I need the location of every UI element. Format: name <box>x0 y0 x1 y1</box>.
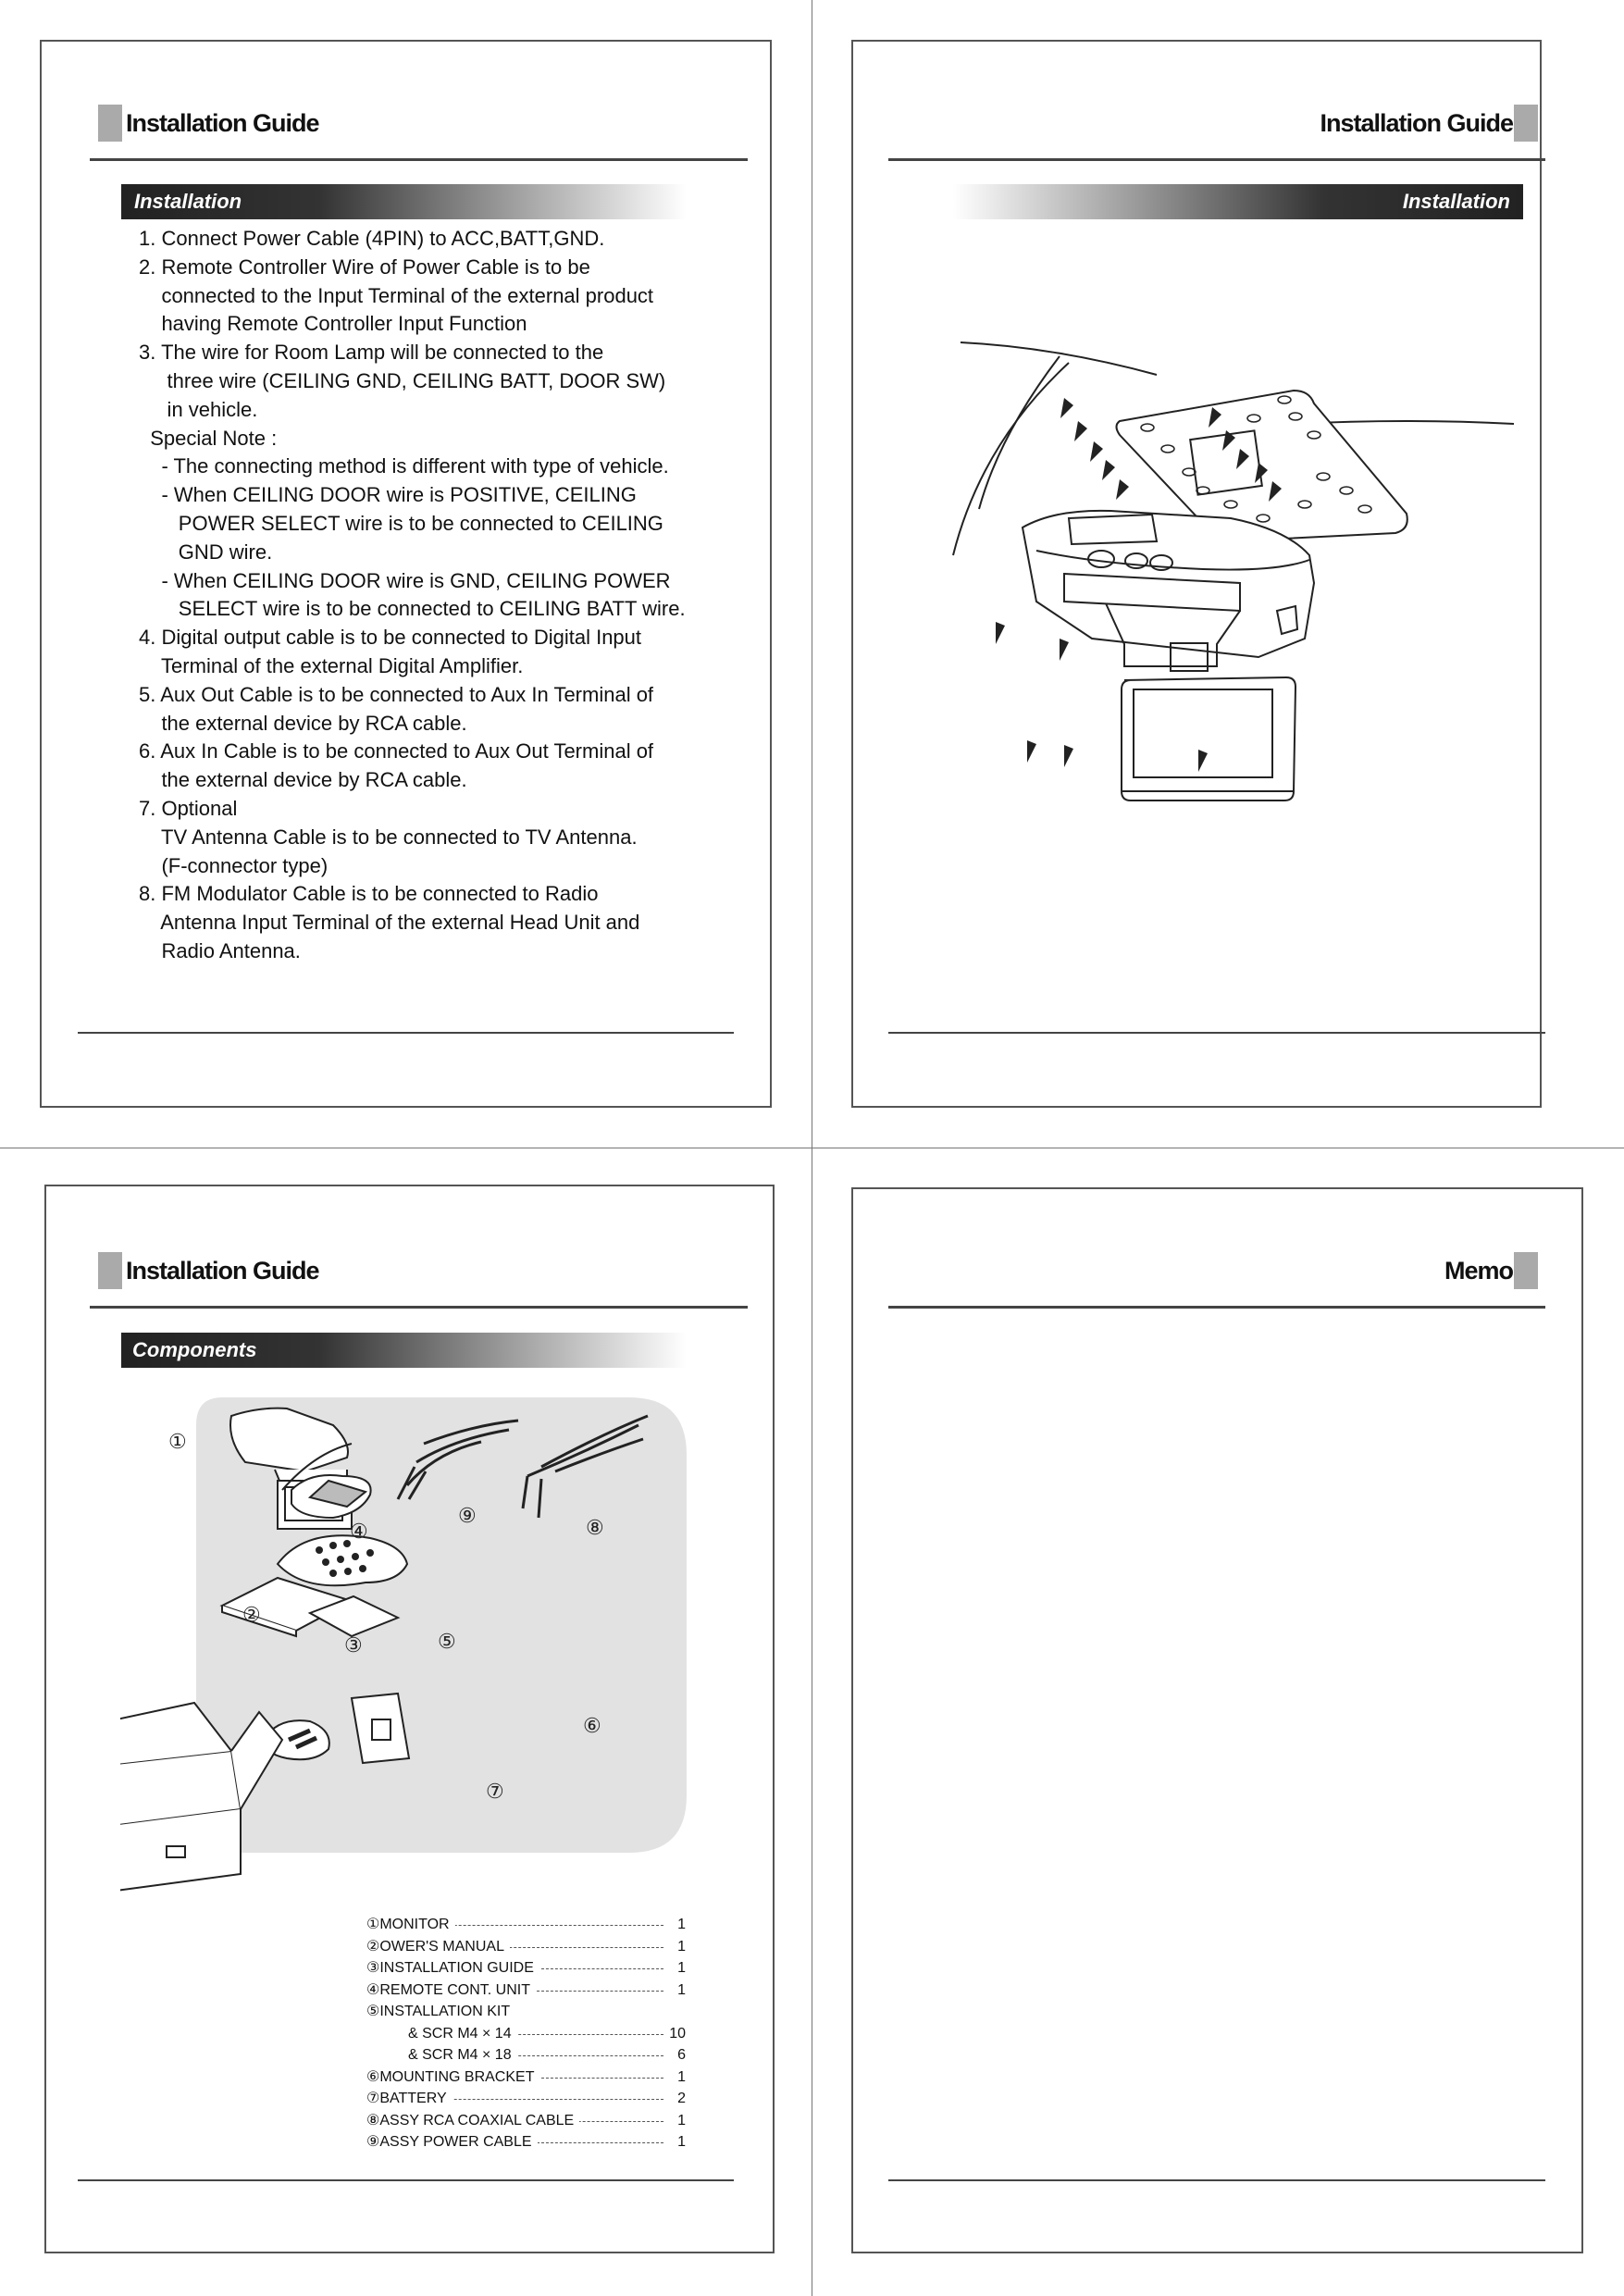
header-accent-bar <box>98 105 122 142</box>
callout-9: ⑨ <box>458 1505 477 1528</box>
monitor-mounting-illustration <box>925 333 1527 814</box>
leader-dashes <box>422 2099 663 2100</box>
part-quantity: 2 <box>674 2088 686 2110</box>
page4-header-rule <box>888 1306 1545 1309</box>
installation-step-line: - The connecting method is different with type of vehicle. <box>139 454 669 478</box>
components-parts-list <box>366 1914 686 2153</box>
parts-list-row <box>366 2044 686 2066</box>
header-accent-bar <box>1514 1252 1538 1289</box>
page2-section-title: Installation <box>1402 190 1510 213</box>
page3-footer-rule <box>78 2179 734 2181</box>
installation-step-line: 2. Remote Controller Wire of Power Cable is to be <box>139 254 590 279</box>
part-name: ⑥MOUNTING BRACKET <box>366 2066 539 2089</box>
parts-list-row <box>366 1936 686 1958</box>
installation-step-line: (F-connector type) <box>139 853 329 877</box>
part-name: ⑤INSTALLATION KIT <box>366 2001 515 2023</box>
installation-step-line: 3. The wire for Room Lamp will be connected to the <box>139 341 604 365</box>
installation-step-line: SELECT wire is to be connected to CEILING BATT wire. <box>139 597 686 621</box>
installation-steps <box>139 225 731 966</box>
callout-7: ⑦ <box>486 1781 504 1804</box>
header-accent-bar <box>1514 105 1538 142</box>
part-name: ①MONITOR <box>366 1914 455 1936</box>
page2-header-rule <box>888 158 1545 161</box>
part-quantity: 1 <box>674 1936 686 1958</box>
page4-frame <box>851 1187 1583 2253</box>
installation-step-line: 1. Connect Power Cable (4PIN) to ACC,BATT,GND. <box>139 227 605 250</box>
page1-header-title: Installation Guide <box>126 109 319 137</box>
installation-step-line: Special Note : <box>139 426 278 450</box>
installation-step-line: - When CEILING DOOR wire is GND, CEILING POWER <box>139 568 671 592</box>
installation-step-line: Antenna Input Terminal of the external Head Unit and <box>139 911 640 935</box>
page3-header-rule <box>90 1306 748 1309</box>
installation-step-line: 7. Optional <box>139 796 238 820</box>
part-quantity: 6 <box>674 2044 686 2066</box>
parts-list-row <box>366 2110 686 2132</box>
part-name: ⑨ASSY POWER CABLE <box>366 2131 538 2153</box>
part-quantity: 1 <box>674 2066 686 2089</box>
part-quantity: 10 <box>665 2023 686 2045</box>
callout-8: ⑧ <box>586 1517 604 1540</box>
installation-step-line: Terminal of the external Digital Amplifier. <box>139 653 524 677</box>
parts-list-row <box>366 1957 686 1980</box>
mounting-bracket-part <box>352 1694 409 1763</box>
part-quantity: 1 <box>674 2110 686 2132</box>
part-name: ④REMOTE CONT. UNIT <box>366 1980 536 2002</box>
installation-step-line: POWER SELECT wire is to be connected to CEILING <box>139 511 663 535</box>
installation-step-line: connected to the Input Terminal of the external product <box>139 283 654 307</box>
callout-2: ② <box>242 1604 261 1627</box>
installation-step-line: the external device by RCA cable. <box>139 768 467 792</box>
page3-header-title: Installation Guide <box>126 1257 319 1285</box>
callout-6: ⑥ <box>583 1715 601 1738</box>
installation-step-line: three wire (CEILING GND, CEILING BATT, DOOR SW) <box>139 368 666 392</box>
part-name: ⑦BATTERY <box>366 2088 452 2110</box>
page2-section-band <box>953 184 1523 219</box>
page2-footer-rule <box>888 1032 1545 1034</box>
part-name: ②OWER'S MANUAL <box>366 1936 510 1958</box>
callout-1: ① <box>168 1431 187 1454</box>
part-quantity: 1 <box>674 1980 686 2002</box>
parts-list-row <box>366 2131 686 2153</box>
installation-step-line: 8. FM Modulator Cable is to be connected to Radio <box>139 882 599 906</box>
installation-step-line: 6. Aux In Cable is to be connected to Aux Out Terminal of <box>139 739 654 763</box>
page2-header-title: Installation Guide <box>1320 109 1513 137</box>
page3-section-band <box>121 1333 687 1368</box>
installation-step-line: TV Antenna Cable is to be connected to TV Antenna. <box>139 825 638 849</box>
part-name: ③INSTALLATION GUIDE <box>366 1957 539 1980</box>
installation-step-line: 5. Aux Out Cable is to be connected to Aux In Terminal of <box>139 682 654 706</box>
page3-section-title: Components <box>132 1338 257 1361</box>
parts-list-row <box>366 2023 686 2045</box>
page1-header-rule <box>90 158 748 161</box>
installation-step-line: - When CEILING DOOR wire is POSITIVE, CEILING <box>139 483 637 507</box>
part-quantity: 1 <box>674 2131 686 2153</box>
parts-list-row <box>366 1914 686 1936</box>
part-name: ⑧ASSY RCA COAXIAL CABLE <box>366 2110 579 2132</box>
installation-step-line: having Remote Controller Input Function <box>139 312 527 336</box>
installation-step-line: the external device by RCA cable. <box>139 711 467 735</box>
parts-list-row <box>366 2088 686 2110</box>
page3-header <box>98 1252 376 1289</box>
installation-step-line: GND wire. <box>139 540 273 564</box>
page1-header <box>98 105 376 142</box>
installation-step-line: Radio Antenna. <box>139 938 301 962</box>
leader-dashes <box>422 1925 663 1926</box>
page2-header <box>1277 105 1538 142</box>
part-quantity: 1 <box>674 1914 686 1936</box>
part-name: & SCR M4 × 14 <box>408 2023 517 2045</box>
part-quantity: 1 <box>674 1957 686 1980</box>
callout-5: ⑤ <box>438 1631 456 1654</box>
installation-step-line: in vehicle. <box>139 397 258 421</box>
parts-list-row <box>366 2001 686 2023</box>
page1-footer-rule <box>78 1032 734 1034</box>
page4-header <box>1370 1252 1538 1289</box>
page1-section-band <box>121 184 687 219</box>
page1-section-title: Installation <box>134 190 242 213</box>
parts-list-row <box>366 2066 686 2089</box>
callout-3: ③ <box>344 1634 363 1657</box>
callout-4: ④ <box>350 1520 368 1544</box>
parts-list-row <box>366 1980 686 2002</box>
ceiling-edge-inner-line <box>979 356 1060 509</box>
part-name: & SCR M4 × 18 <box>408 2044 517 2066</box>
installation-step-line: 4. Digital output cable is to be connected to Digital Input <box>139 626 642 650</box>
components-illustration <box>120 1388 694 1962</box>
page4-footer-rule <box>888 2179 1545 2181</box>
header-accent-bar <box>98 1252 122 1289</box>
page4-header-title: Memo <box>1444 1257 1513 1285</box>
